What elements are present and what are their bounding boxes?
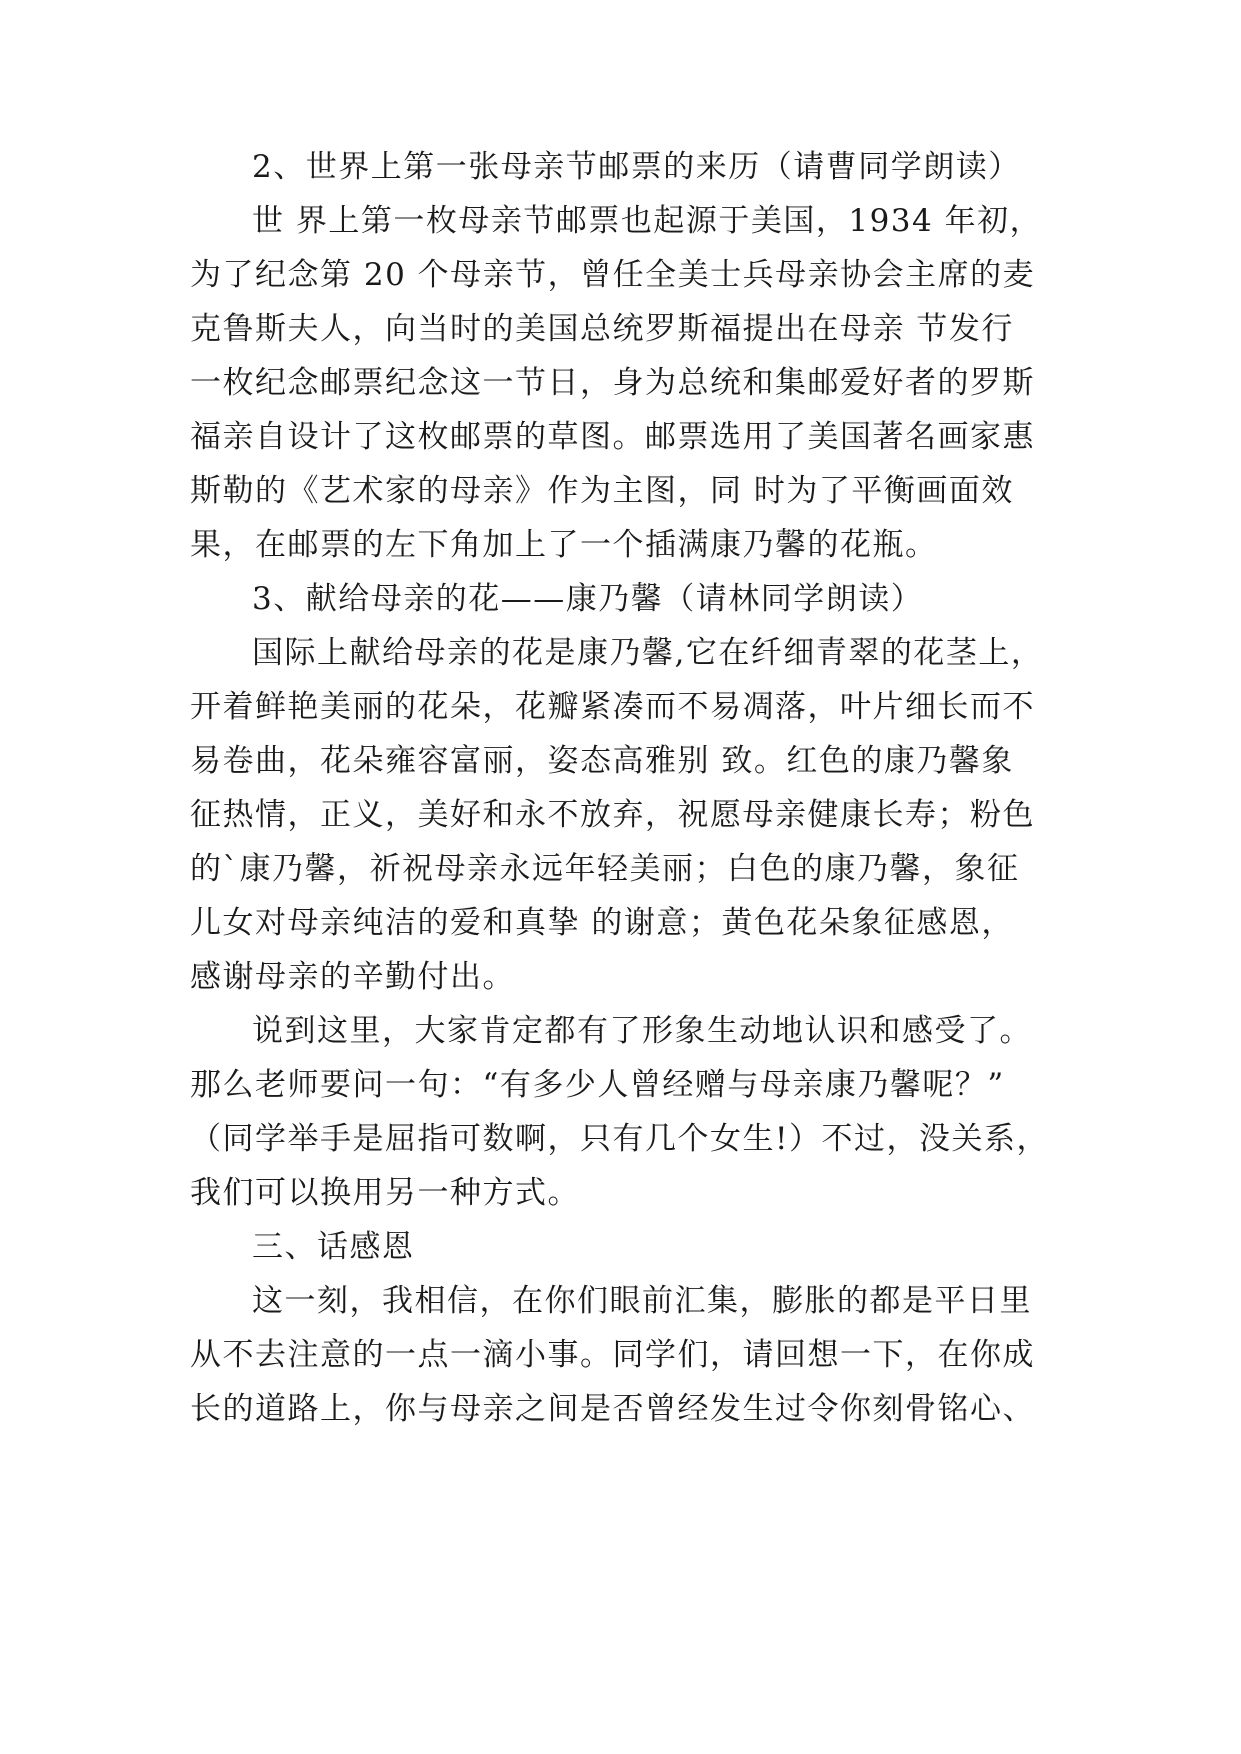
paragraph-line: 国际上献给母亲的花是康乃馨,它在纤细青翠的花茎上， [252, 635, 1044, 671]
paragraph-line: 这一刻，我相信，在你们眼前汇集，膨胀的都是平日里 [252, 1283, 1032, 1319]
paragraph-line: 感谢母亲的辛勤付出。 [190, 959, 515, 995]
paragraph-line: 为了纪念第 20 个母亲节，曾任全美士兵母亲协会主席的麦 [190, 257, 1036, 293]
paragraph-line: 长的道路上，你与母亲之间是否曾经发生过令你刻骨铭心、 [190, 1391, 1035, 1427]
paragraph-line: 易卷曲，花朵雍容富丽，姿态高雅别 致。红色的康乃馨象 [190, 743, 1014, 779]
paragraph-line: 开着鲜艳美丽的花朵，花瓣紧凑而不易凋落，叶片细长而不 [190, 689, 1035, 725]
paragraph-line: 儿女对母亲纯洁的爱和真挚 的谢意；黄色花朵象征感恩， [190, 905, 1014, 941]
paragraph-line: 征热情，正义，美好和永不放弃，祝愿母亲健康长寿；粉色 [190, 797, 1035, 833]
paragraph-line: 从不去注意的一点一滴小事。同学们，请回想一下，在你成 [190, 1337, 1035, 1373]
paragraph-line: 说到这里，大家肯定都有了形象生动地认识和感受了。 [252, 1013, 1032, 1049]
paragraph-line: 世 界上第一枚母亲节邮票也起源于美国，1934 年初， [252, 203, 1043, 239]
paragraph-line: （同学举手是屈指可数啊，只有几个女生!）不过，没关系， [190, 1121, 1049, 1157]
paragraph-line: 克鲁斯夫人，向当时的美国总统罗斯福提出在母亲 节发行 [190, 311, 1014, 347]
paragraph-line: 一枚纪念邮票纪念这一节日，身为总统和集邮爱好者的罗斯 [190, 365, 1035, 401]
section-heading-gratitude: 三、话感恩 [252, 1229, 415, 1265]
paragraph-line: 我们可以换用另一种方式。 [190, 1175, 580, 1211]
paragraph-line: 的`康乃馨，祈祝母亲永远年轻美丽；白色的康乃馨，象征 [190, 851, 1020, 887]
paragraph-line: 福亲自设计了这枚邮票的草图。邮票选用了美国著名画家惠 [190, 419, 1035, 455]
section-heading-stamp-history: 2、世界上第一张母亲节邮票的来历（请曹同学朗读） [252, 149, 1021, 185]
paragraph-line: 那么老师要问一句：“有多少人曾经赠与母亲康乃馨呢？” [190, 1067, 1005, 1103]
paragraph-line: 果，在邮票的左下角加上了一个插满康乃馨的花瓶。 [190, 527, 938, 563]
paragraph-line: 斯勒的《艺术家的母亲》作为主图，同 时为了平衡画面效 [190, 473, 1014, 509]
section-heading-carnation: 3、献给母亲的花——康乃馨（请林同学朗读） [252, 581, 924, 617]
